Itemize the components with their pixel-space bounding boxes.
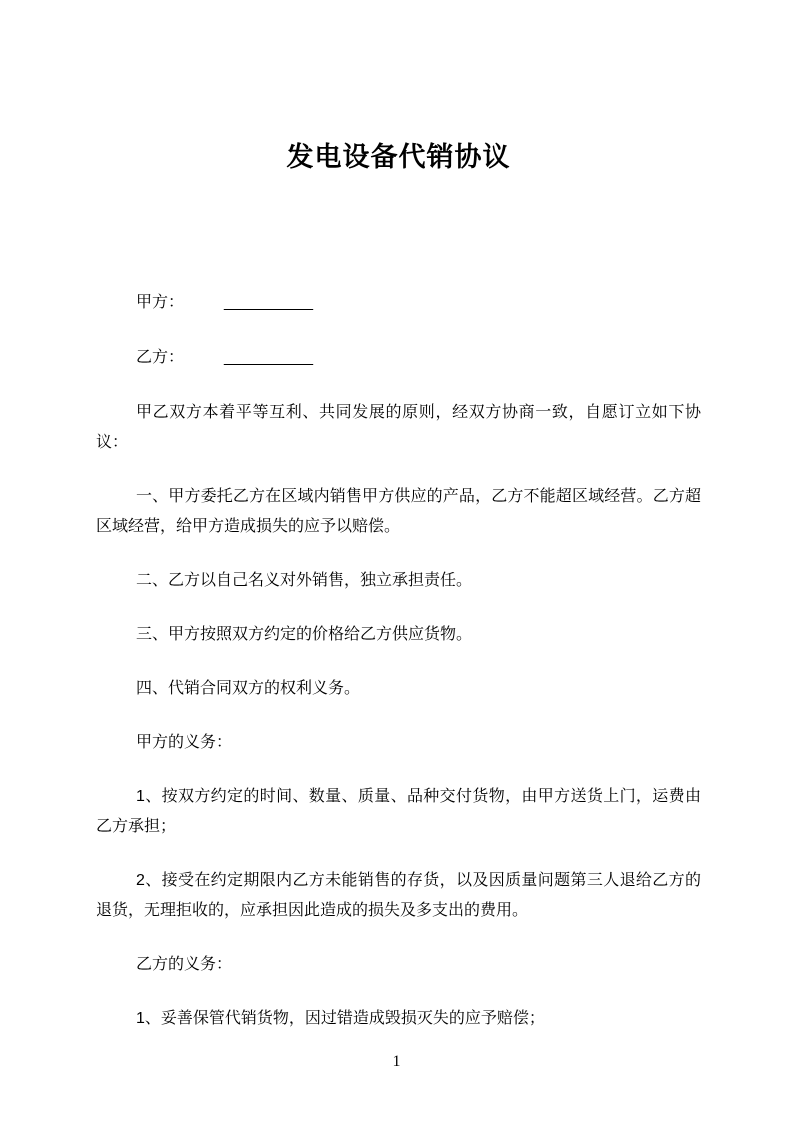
party-b-obligations-heading: 乙方的义务： xyxy=(136,956,233,973)
party-b-blank: __________ xyxy=(224,349,313,366)
party-b-obligation-1-paragraph: 1、妥善保管代销货物，因过错造成毁损灭失的应予赔偿； xyxy=(136,1010,545,1027)
party-a-obligations-heading: 甲方的义务： xyxy=(136,734,233,751)
document-body xyxy=(96,288,701,1034)
party-b-line xyxy=(96,343,701,373)
clause-three-paragraph: 三、甲方按照双方约定的价格给乙方供应货物。 xyxy=(136,626,473,643)
contract-intro-paragraph: 甲乙双方本着平等互利、共同发展的原则，经双方协商一致，自愿订立如下协议： xyxy=(96,404,701,451)
party-a-label: 甲方： xyxy=(136,294,185,311)
party-a-obligation-1-paragraph: 1、按双方约定的时间、数量、质量、品种交付货物，由甲方送货上门，运费由乙方承担； xyxy=(96,788,701,835)
party-a-obligation-2-paragraph: 2、接受在约定期限内乙方未能销售的存货，以及因质量问题第三人退给乙方的退货，无理拒收的，应承担因此造成的损失及多支出的费用。 xyxy=(96,872,701,919)
document-title: 发电设备代销协议 xyxy=(286,142,511,172)
clause-one-paragraph: 一、甲方委托乙方在区域内销售甲方供应的产品，乙方不能超区域经营。乙方超区域经营，给甲方造成损失的应予以赔偿。 xyxy=(96,488,701,535)
clause-two-paragraph: 二、乙方以自己名义对外销售，独立承担责任。 xyxy=(136,572,473,589)
party-a-blank: __________ xyxy=(224,294,313,311)
page-number: 1 xyxy=(392,1053,401,1070)
party-a-line xyxy=(96,288,701,318)
party-b-label: 乙方： xyxy=(136,349,185,366)
clause-four-paragraph: 四、代销合同双方的权利义务。 xyxy=(136,680,361,697)
